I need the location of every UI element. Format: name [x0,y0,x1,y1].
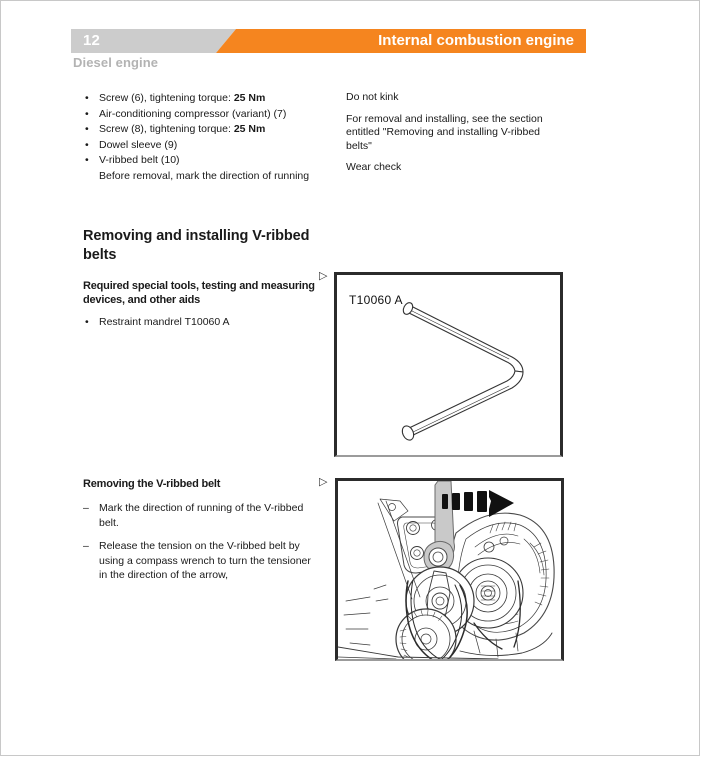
list-item-text: V-ribbed belt (10) [99,154,180,166]
component-bullet-list [83,91,321,168]
top-right-column [346,91,561,183]
bullet-icon: • [85,154,89,166]
dash-icon: – [83,502,89,514]
bullet-icon: • [85,92,89,104]
removing-steps-list [83,501,321,583]
list-item [83,91,321,106]
list-item-text: Mark the direction of running of the V-ribbed belt. [99,502,304,529]
list-item-text: Release the tension on the V-ribbed belt by using a compass wrench to turn the tensioner in the direction of the arrow, [99,540,311,581]
top-left-column [83,91,321,183]
removing-belt-text-column [83,477,321,592]
list-item [83,122,321,137]
removing-subheading: Removing the V-ribbed belt [83,478,221,490]
list-item-text: Screw (8), tightening torque: [99,123,234,135]
figure-reference-marker-2: ▷ [319,476,328,488]
list-item-text: Screw (6), tightening torque: [99,92,234,104]
header-subtitle: Diesel engine [73,55,159,70]
list-item [83,153,321,168]
tools-subheading: Required special tools, testing and measuring devices, and other aids [83,280,315,306]
list-item [83,539,321,583]
list-item [83,501,321,530]
list-item-value: 25 Nm [233,123,266,135]
main-section-text-column [83,227,321,331]
page-header [71,29,586,53]
list-item [83,107,321,122]
bullet-icon: • [85,138,89,151]
bullet-icon: • [85,316,89,328]
list-item [83,315,321,330]
section-heading: Removing and installing V-ribbed belts [83,228,310,263]
bullet-icon: • [85,123,89,135]
header-chapter-title: Internal combustion engine [378,32,574,49]
header-page-number: 12 [83,32,101,49]
note-paragraph: Do not kink [346,91,399,103]
list-item [83,138,321,153]
list-item-text: Dowel sleeve (9) [99,138,178,151]
list-sub-note: Before removal, mark the direction of running [99,169,310,182]
note-paragraph: Wear check [346,161,402,173]
list-item-text: Air-conditioning compressor (variant) (7) [99,107,287,120]
bullet-icon: • [85,107,89,120]
tools-bullet-list [83,315,321,330]
figure-restraint-mandrel [334,272,563,457]
list-item-value: 25 Nm [233,92,266,104]
dash-icon: – [83,540,89,552]
belt-tensioner-drawing [338,481,562,659]
note-paragraph: For removal and installing, see the section entitled "Removing and installing V-ribbed belts" [346,112,543,152]
figure-tool-label: T10060 A [349,293,403,307]
list-item-text: Restraint mandrel T10060 A [99,316,230,328]
figure-belt-tensioner [335,478,564,661]
figure-reference-marker-1: ▷ [319,270,328,282]
